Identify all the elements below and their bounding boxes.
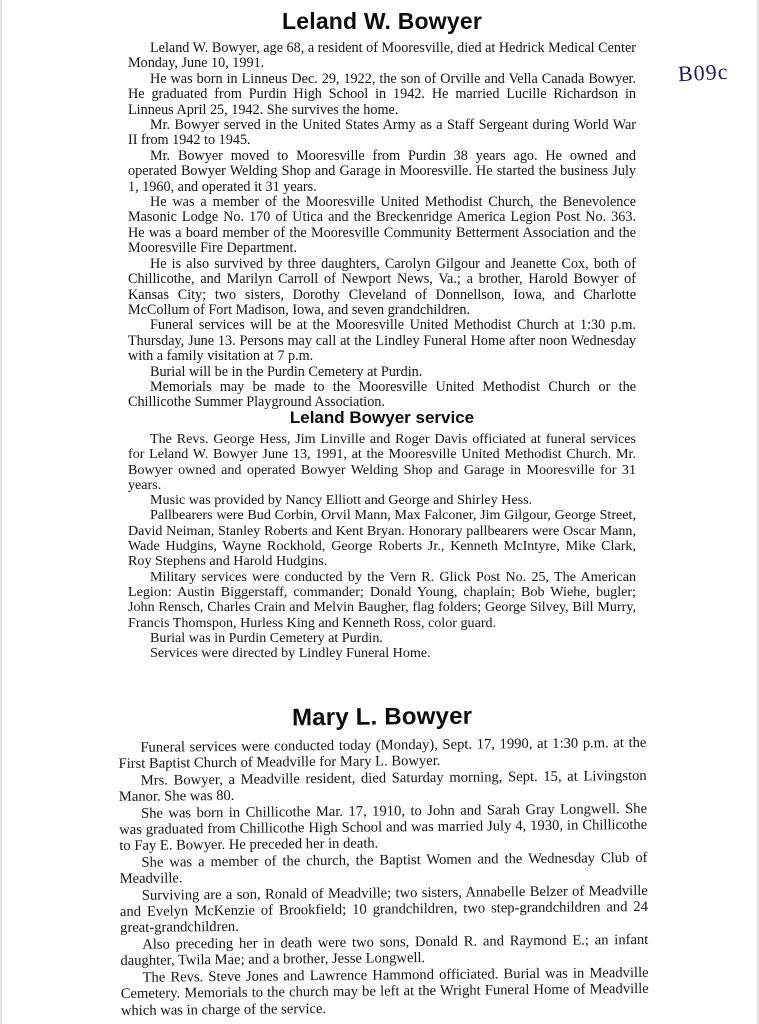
page-title: Leland W. Bowyer xyxy=(281,8,482,34)
paragraph: He is also survived by three daughters, Carolyn Gilgour and Jeanette Cox, both of Chillicothe, and Marilyn Carroll of Newport News, Va.; a brother, Harold Bowyer of Kansas City; two sisters, Dorothy Cleveland of Donnellson, Iowa, and Charlotte McCollum of Fort Madison, Iowa, and seven grandchildren. xyxy=(128,255,636,318)
paragraph: Surviving are a son, Ronald of Meadville; two sisters, Annabelle Belzer of Meadville and Evelyn McKenzie of Brookfield; 10 grandchildren, two step-grandchildren and 24 great-grandchildren. xyxy=(119,882,649,937)
paragraph: Funeral services were conducted today (Monday), Sept. 17, 1990, at 1:30 p.m. at the First Baptist Church of Meadville for Mary L. Bowyer. xyxy=(118,734,647,773)
paragraph: Memorials may be made to the Mooresville United Methodist Church or the Chillicothe Summer Playground Association. xyxy=(128,378,636,411)
article-leland-w-bowyer xyxy=(128,8,636,411)
paragraph: Funeral services will be at the Mooresville United Methodist Church at 1:30 p.m. Thursday, June 13. Persons may call at the Lindley Funeral Home after noon Wednesday with a family visitation at 7 p.m. xyxy=(128,317,636,365)
paragraph: The Revs. George Hess, Jim Linville and Roger Davis officiated at funeral services for Leland W. Bowyer June 13, 1991, at the Mooresville United Methodist Church. Mr. Bowyer owned and operated Bowyer Welding Shop and Garage in Mooresville for 31 years. xyxy=(128,431,636,493)
paragraph: Also preceding her in death were two sons, Donald R. and Raymond E.; an infant daughter, Twila Mae; and a brother, Jesse Longwell. xyxy=(120,931,649,970)
paragraph: Burial will be in the Purdin Cemetery at Purdin. xyxy=(150,363,423,380)
margin-annotation: B09c xyxy=(677,58,730,87)
paragraph: Mrs. Bowyer, a Meadville resident, died Saturday morning, Sept. 15, at Livingston Manor. She was 80. xyxy=(118,767,647,806)
page-title: Mary L. Bowyer xyxy=(291,702,473,732)
paragraph: Services were directed by Lindley Funeral Home. xyxy=(150,645,431,662)
paragraph: The Revs. Steve Jones and Lawrence Hammond officiated. Burial was in Meadville Cemetery. Memorials to the church may be left at the Wright Funeral Home of Meadville which was in charge of the service. xyxy=(120,964,649,1019)
paragraph: Military services were conducted by the Vern R. Glick Post No. 25, The American Legion: Austin Biggerstaff, commander; Donald Young, chaplain; Bob Wiehe, bugler; John Rensch, Charles Crain and Melvin Baugher, flag folders; George Silvey, Bill Murry, Francis Thomspon, Hurless King and Kenneth Ross, color guard. xyxy=(128,568,636,631)
paragraph: He was a member of the Mooresville United Methodist Church, the Benevolence Masonic Lodge No. 170 of Utica and the Breckenridge America Legion Post No. 363. He was a board member of the Mooresville Community Betterment Association and the Mooresville Fire Department. xyxy=(128,194,636,257)
paragraph: She was a member of the church, the Baptist Women and the Wednesday Club of Meadville. xyxy=(119,849,648,888)
paragraph: Music was provided by Nancy Elliott and George and Shirley Hess. xyxy=(150,492,533,509)
page-left-edge xyxy=(0,0,2,1024)
paragraph: Pallbearers were Bud Corbin, Orvil Mann, Max Falconer, Jim Gilgour, George Street, David Neiman, Stanley Roberts and Kent Bryan. Honorary pallbearers were Oscar Mann, Wade Hudgins, Wayne Rockhold, George Roberts Jr., Kenneth McIntyre, Mike Clark, Roy Stephens and Harold Hudgins. xyxy=(128,507,636,570)
paragraph: She was born in Chillicothe Mar. 17, 1910, to John and Sarah Gray Longwell. She was graduated from Chillicothe High School and was married July 4, 1930, in Chillicothe to Fay E. Bowyer. He preceded her in death. xyxy=(119,800,648,855)
paragraph: Mr. Bowyer served in the United States Army as a Staff Sergeant during World War II from 1942 to 1945. xyxy=(128,117,636,149)
paragraph: He was born in Linneus Dec. 29, 1922, the son of Orville and Vella Canada Bowyer. He graduated from Purdin High School in 1942. He married Lucille Richardson in Linneus April 25, 1942. She survives the home. xyxy=(128,70,636,118)
paragraph: Mr. Bowyer moved to Mooresville from Purdin 38 years ago. He owned and operated Bowyer Welding Shop and Garage in Mooresville. He started the business July 1, 1960, and operated it 31 years. xyxy=(128,147,636,195)
article-leland-bowyer-service xyxy=(128,400,636,661)
article-mary-l-bowyer xyxy=(118,701,649,1019)
paragraph: Leland W. Bowyer, age 68, a resident of Mooresville, died at Hedrick Medical Center Monday, June 10, 1991. xyxy=(128,40,636,72)
paragraph: Burial was in Purdin Cemetery at Purdin. xyxy=(150,629,383,646)
section-title: Leland Bowyer service xyxy=(289,408,475,427)
